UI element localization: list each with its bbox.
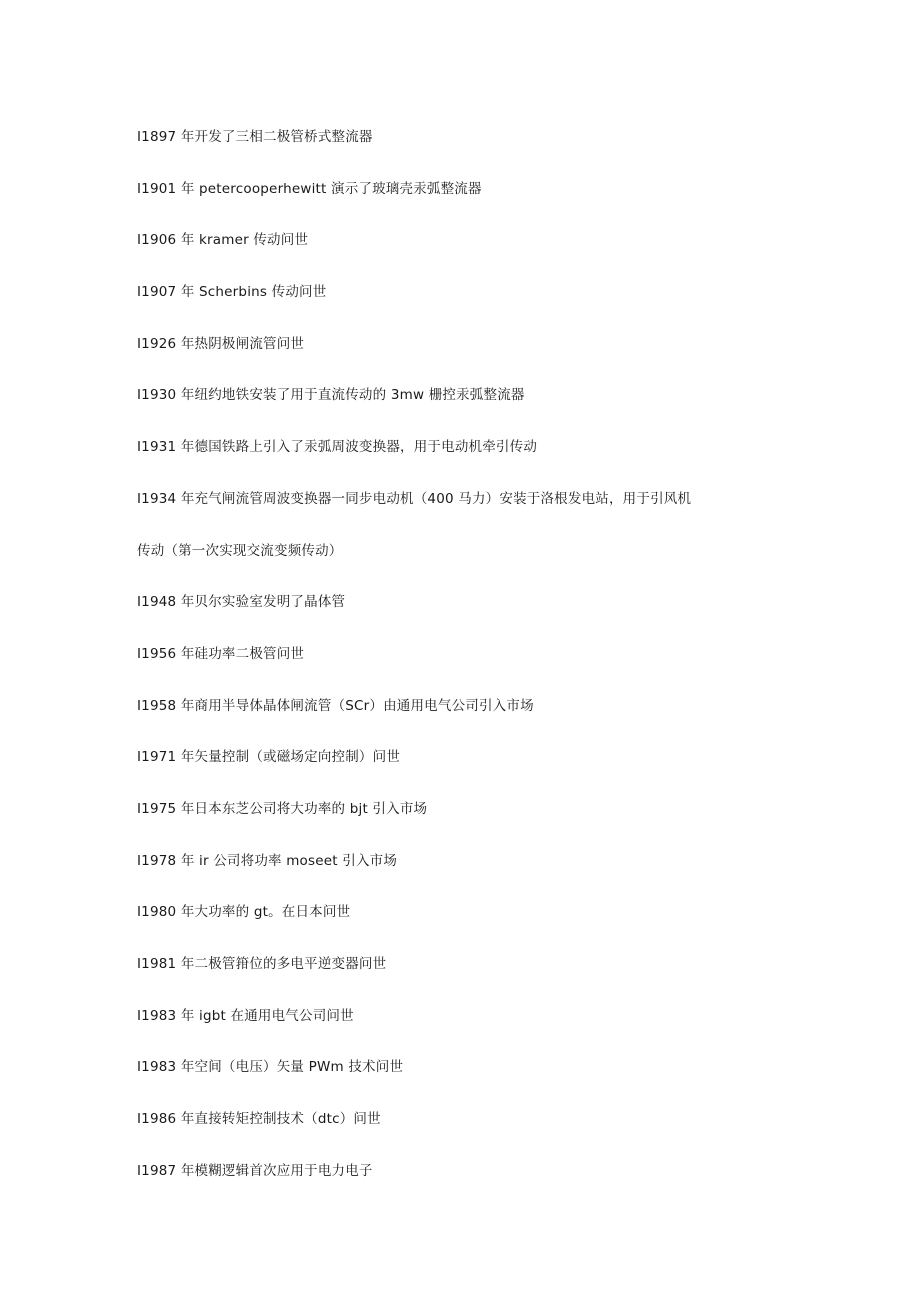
- timeline-line-1980: I1980 年大功率的 gt。在日本问世: [137, 904, 351, 921]
- timeline-line-1907: I1907 年 Scherbins 传动问世: [137, 284, 327, 301]
- timeline-line-1983-pwm: I1983 年空间（电压）矢量 PWm 技术问世: [137, 1059, 404, 1076]
- timeline-line-1926: I1926 年热阴极闸流管问世: [137, 335, 305, 352]
- timeline-line-1901: I1901 年 petercooperhewitt 演示了玻璃壳汞弧整流器: [137, 180, 482, 197]
- timeline-line-1934: I1934 年充气闸流管周波变换器一同步电动机（400 马力）安装于洛根发电站，用于引风机: [137, 490, 692, 507]
- timeline-line-1931: I1931 年德国铁路上引入了汞弧周波变换器，用于电动机牵引传动: [137, 439, 538, 456]
- timeline-line-1930: I1930 年纽约地铁安装了用于直流传动的 3mw 栅控汞弧整流器: [137, 387, 525, 404]
- timeline-line-1975: I1975 年日本东芝公司将大功率的 bjt 引入市场: [137, 800, 428, 817]
- timeline-line-1934-continued: 传动（第一次实现交流变频传动）: [137, 542, 343, 559]
- timeline-line-1986: I1986 年直接转矩控制技术（dtc）问世: [137, 1111, 381, 1128]
- timeline-line-1958: I1958 年商用半导体晶体闸流管（SCr）由通用电气公司引入市场: [137, 697, 534, 714]
- timeline-line-1987: I1987 年模糊逻辑首次应用于电力电子: [137, 1162, 373, 1179]
- timeline-line-1906: I1906 年 kramer 传动问世: [137, 232, 309, 249]
- timeline-line-1981: I1981 年二极管箝位的多电平逆变器问世: [137, 956, 387, 972]
- timeline-line-1956: I1956 年硅功率二极管问世: [137, 645, 305, 662]
- timeline-line-1948: I1948 年贝尔实验室发明了晶体管: [137, 594, 346, 611]
- timeline-line-1897: I1897 年开发了三相二极管桥式整流器: [137, 129, 373, 145]
- timeline-list: [137, 124, 777, 1209]
- timeline-line-1978: I1978 年 ir 公司将功率 moseet 引入市场: [137, 852, 398, 869]
- timeline-line-1971: I1971 年矢量控制（或磁场定向控制）问世: [137, 749, 401, 766]
- timeline-line-1983-igbt: I1983 年 igbt 在通用电气公司问世: [137, 1007, 354, 1024]
